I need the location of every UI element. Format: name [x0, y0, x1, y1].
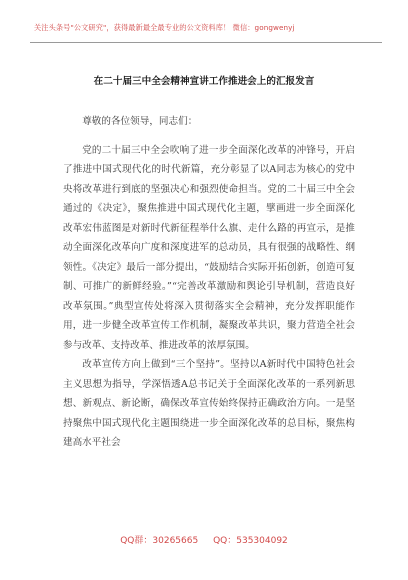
footer-qq-group: QQ群：30265665 — [120, 536, 199, 546]
footer-qq: QQ：535304092 — [213, 536, 288, 546]
paragraph-2: 改革宣传方向上做到“三个坚持”。坚持以A新时代中国特色社会主义思想为指导，学深悟透A总书记关于全面深化改革的一系列新思想、新观点、新论断，确保改革宣传始终保持正确政治方向。一是坚持聚焦中国式现代化主题围绕进一步全面深化改革的总目标，聚焦构建高水平社会 — [63, 359, 355, 448]
paragraph-1: 党的二十届三中全会吹响了进一步全面深化改革的冲锋号，开启了推进中国式现代化的时代新篇，充分彰显了以A同志为核心的党中央将改革进行到底的坚强决心和强烈使命担当。党的二十届三中全会通过的《决定》，聚焦推进中国式现代化主题，擘画进一步全面深化改革宏伟蓝图是对新时代新征程举什么旗、走什么路的再宣示，是推动全面深化改革向广度和深度进军的总动员，具有很强的战略性、纲领性。《决定》最后一部分提出，“鼓励结合实际开拓创新，创造可复制、可推广的新鲜经验。”“完善改革激励和舆论引导机制，营造良好改革氛围。”典型宣传处将深入贯彻落实全会精神，充分发挥职能作用，进一步健全改革宣传工作机制，凝聚改革共识，聚力营造全社会参与改革、支持改革、推进改革的浓厚氛围。 — [63, 144, 355, 351]
document-body — [63, 112, 355, 453]
footer-contact — [0, 533, 408, 546]
document-title: 在二十届三中全会精神宣讲工作推进会上的汇报发言 — [93, 76, 315, 87]
header-banner: 关注头条号"公文研究"，获得最新最全最专业的公文资料库！ 微信：gongwenyj — [34, 23, 295, 32]
header-divider — [30, 42, 382, 43]
salutation: 尊敬的各位领导，同志们： — [82, 116, 198, 127]
